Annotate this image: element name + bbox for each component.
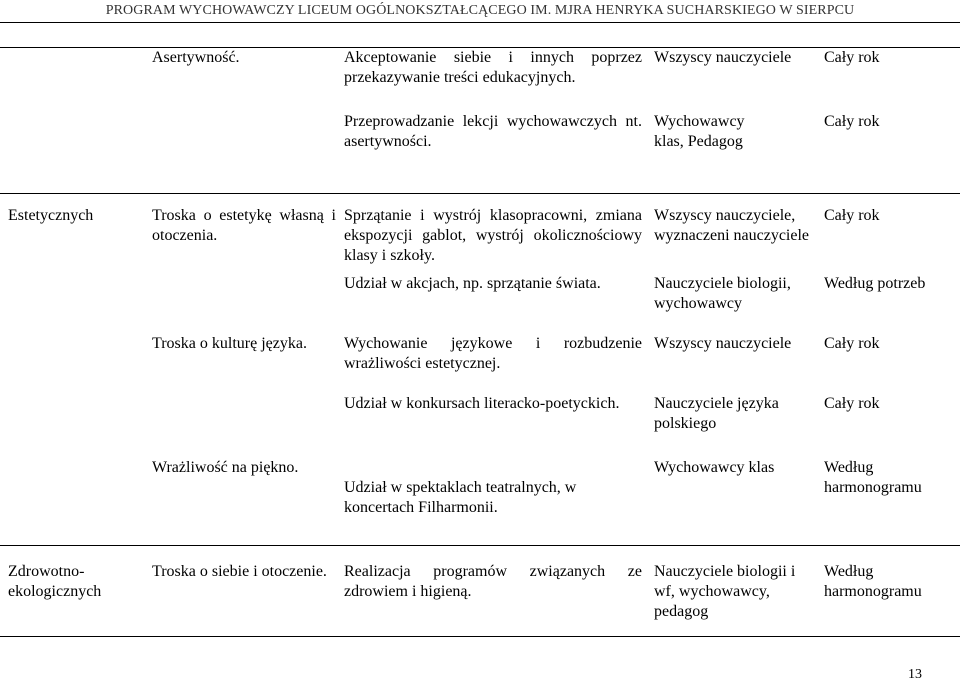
responsible-cell: Wszyscy nauczyciele [654,334,792,352]
term-cell: Według harmonogramu [824,458,922,496]
responsible-cell: Wychowawcy klas [654,458,775,476]
responsible-cell: Nauczyciele biologii i wf, wychowawcy, pedagog [646,546,818,634]
table-row [0,458,960,546]
area-cell [0,334,146,394]
page-number: 13 [908,667,922,682]
term-cell: Cały rok [818,194,960,274]
table-row [0,274,960,334]
method-cell: Przeprowadzanie lekcji wychowawczych nt. asertywności. [344,112,642,150]
responsible-cell: Nauczyciele języka polskiego [654,394,779,432]
task-cell [146,394,340,458]
table-bottom-rule [0,636,960,637]
method-cell: Wychowanie językowe i rozbudzenie wrażliwości estetycznej. [344,334,642,372]
area-cell [0,112,146,194]
term-cell: Według potrzeb [824,274,926,292]
area-cell [0,48,146,112]
table-row [0,334,960,394]
term-cell: Cały rok [824,112,880,130]
method-cell: Akceptowanie siebie i innych poprzez przekazywanie treści edukacyjnych. [340,48,646,112]
method-cell: Realizacja programów związanych ze zdrowiem i higieną. [340,546,646,634]
table-row [0,546,960,634]
area-cell: Zdrowotno-ekologicznych [0,546,146,634]
area-cell [0,394,146,458]
responsible-cell: Nauczyciele biologii, wychowawcy [654,274,791,312]
table-row [0,394,960,458]
responsible-cell: Wszyscy nauczyciele, wyznaczeni nauczyciele [646,194,818,274]
table-row [0,194,960,274]
term-cell: Cały rok [818,48,960,112]
term-cell: Według harmonogramu [818,546,960,634]
term-cell: Cały rok [824,394,880,412]
area-cell: Estetycznych [0,194,146,274]
task-cell: Asertywność. [146,48,340,112]
method-cell: Sprzątanie i wystrój klasopracowni, zmiana ekspozycji gablot, wystrój okolicznościowy klasy i szkoły. [340,194,646,274]
task-cell: Wrażliwość na piękno. [152,458,299,476]
task-cell [146,112,340,194]
table-row [0,48,960,112]
responsible-cell: Wychowawcy klas, Pedagog [654,112,745,150]
task-cell: Troska o estetykę własną i otoczenia. [146,194,340,274]
method-cell: Udział w konkursach literacko-poetyckich. [344,394,620,412]
task-cell [146,274,340,334]
method-cell: Udział w akcjach, np. sprzątanie świata. [344,274,601,292]
task-cell: Troska o kulturę języka. [152,334,307,352]
responsible-cell: Wszyscy nauczyciele [646,48,818,112]
task-cell: Troska o siebie i otoczenie. [146,546,340,634]
area-cell [0,458,146,546]
page-header: PROGRAM WYCHOWAWCZY LICEUM OGÓLNOKSZTAŁCĄCEGO IM. MJRA HENRYKA SUCHARSKIEGO W SIERPCU [0,0,960,23]
area-cell [0,274,146,334]
table-row [0,112,960,194]
method-cell: Udział w spektaklach teatralnych, w koncertach Filharmonii. [344,478,577,516]
term-cell: Cały rok [824,334,880,352]
program-table [0,47,960,634]
